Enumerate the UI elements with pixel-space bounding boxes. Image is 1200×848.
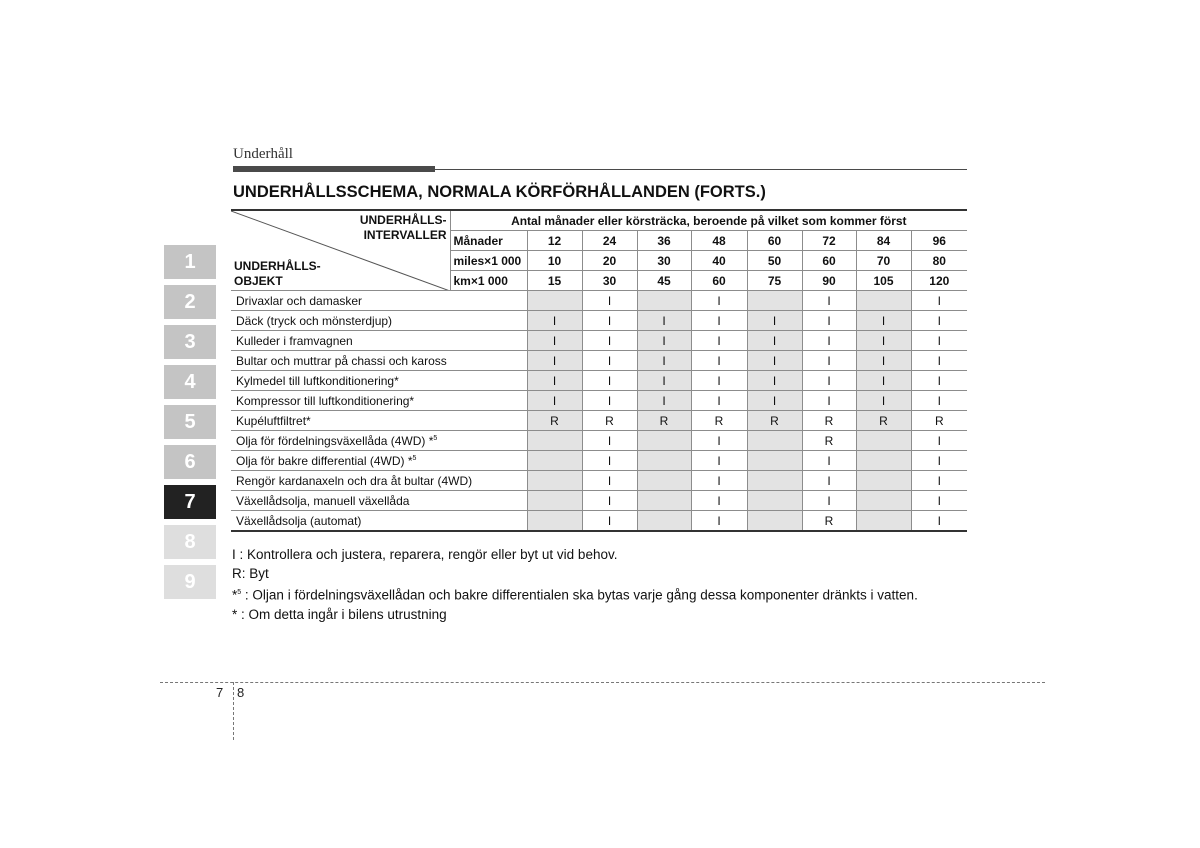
schedule-cell: I: [582, 471, 637, 491]
interval-value: 15: [527, 271, 582, 291]
maintenance-item: [231, 471, 527, 491]
schedule-cell: [637, 511, 691, 532]
schedule-cell: I: [637, 311, 691, 331]
interval-value: 45: [637, 271, 691, 291]
schedule-cell: I: [637, 391, 691, 411]
interval-value: 30: [637, 251, 691, 271]
interval-value: 120: [911, 271, 967, 291]
schedule-cell: I: [802, 391, 856, 411]
interval-value: 96: [911, 231, 967, 251]
chapter-tab-7[interactable]: 7: [164, 485, 216, 519]
schedule-cell: R: [802, 431, 856, 451]
schedule-cell: [637, 471, 691, 491]
legend-key: *: [232, 606, 238, 622]
schedule-cell: I: [691, 371, 747, 391]
schedule-cell: I: [747, 391, 802, 411]
interval-value: 36: [637, 231, 691, 251]
maintenance-item: [231, 451, 527, 471]
schedule-cell: I: [802, 451, 856, 471]
legend: [232, 545, 918, 624]
chapter-tab-2[interactable]: 2: [164, 285, 216, 319]
footer-page-number: 8: [237, 685, 245, 700]
table-row: [231, 411, 967, 431]
table-corner-cell: [231, 210, 450, 291]
interval-row-label: km×1 000: [450, 271, 527, 291]
maintenance-item-label: Kylmedel till luftkonditionering*: [236, 373, 399, 388]
maintenance-item: [231, 491, 527, 511]
schedule-cell: [527, 451, 582, 471]
schedule-cell: [527, 291, 582, 311]
schedule-cell: I: [911, 491, 967, 511]
chapter-tab-8[interactable]: 8: [164, 525, 216, 559]
section-label: Underhåll: [233, 146, 293, 162]
legend-text: : Om detta ingår i bilens utrustning: [237, 606, 447, 622]
schedule-cell: I: [691, 331, 747, 351]
schedule-cell: [637, 291, 691, 311]
maintenance-item-label: Växellådsolja (automat): [236, 513, 362, 528]
schedule-cell: I: [691, 491, 747, 511]
schedule-cell: I: [911, 331, 967, 351]
interval-value: 10: [527, 251, 582, 271]
legend-key: I: [232, 547, 236, 562]
chapter-tab-6[interactable]: 6: [164, 445, 216, 479]
maintenance-item-label: Kupéluftfiltret*: [236, 413, 311, 428]
maintenance-item-label: Kompressor till luftkonditionering*: [236, 393, 415, 408]
span-header: Antal månader eller körsträcka, beroende på vilket som kommer först: [450, 210, 967, 231]
maintenance-item: [231, 371, 527, 391]
schedule-cell: [747, 451, 802, 471]
schedule-cell: [527, 491, 582, 511]
table-row: [231, 491, 967, 511]
schedule-cell: I: [691, 351, 747, 371]
table-row: [231, 331, 967, 351]
legend-text: : Oljan i fördelningsväxellådan och bakre differentialen ska bytas varje gång dessa komponenter dränkts i vatten.: [241, 587, 918, 603]
interval-value: 60: [747, 231, 802, 251]
schedule-cell: I: [747, 351, 802, 371]
table-row: [231, 511, 967, 532]
schedule-cell: I: [856, 371, 911, 391]
schedule-cell: [637, 491, 691, 511]
maintenance-schedule-table: [231, 209, 967, 532]
footer-divider: [233, 682, 234, 740]
maintenance-item: [231, 411, 527, 431]
schedule-cell: I: [691, 431, 747, 451]
schedule-cell: I: [802, 491, 856, 511]
interval-value: 30: [582, 271, 637, 291]
schedule-cell: [747, 431, 802, 451]
schedule-cell: I: [802, 331, 856, 351]
schedule-cell: I: [582, 491, 637, 511]
schedule-cell: I: [582, 431, 637, 451]
interval-value: 12: [527, 231, 582, 251]
table-row: [231, 311, 967, 331]
maintenance-item: [231, 351, 527, 371]
schedule-cell: R: [527, 411, 582, 431]
schedule-cell: [747, 291, 802, 311]
maintenance-item: [231, 511, 527, 532]
schedule-cell: [527, 511, 582, 532]
interval-value: 60: [802, 251, 856, 271]
schedule-cell: I: [911, 371, 967, 391]
interval-value: 105: [856, 271, 911, 291]
schedule-cell: I: [911, 391, 967, 411]
schedule-cell: I: [527, 311, 582, 331]
corner-intervals-label: [360, 213, 447, 243]
schedule-cell: [856, 291, 911, 311]
schedule-cell: I: [911, 511, 967, 532]
legend-item: [232, 564, 918, 583]
maintenance-item-label: Olja för fördelningsväxellåda (4WD) *: [236, 433, 434, 448]
schedule-cell: I: [691, 451, 747, 471]
chapter-tab-9[interactable]: 9: [164, 565, 216, 599]
corner-objects-label: [234, 259, 321, 289]
schedule-cell: I: [691, 291, 747, 311]
schedule-cell: [856, 511, 911, 532]
schedule-cell: [637, 431, 691, 451]
schedule-cell: R: [856, 411, 911, 431]
interval-value: 70: [856, 251, 911, 271]
schedule-cell: R: [802, 511, 856, 532]
schedule-cell: I: [691, 511, 747, 532]
schedule-cell: I: [802, 291, 856, 311]
maintenance-item: [231, 311, 527, 331]
interval-row-label: miles×1 000: [450, 251, 527, 271]
interval-value: 50: [747, 251, 802, 271]
schedule-cell: I: [582, 511, 637, 532]
schedule-cell: R: [691, 411, 747, 431]
legend-item: [232, 583, 918, 605]
table-row: [231, 291, 967, 311]
schedule-cell: I: [637, 371, 691, 391]
schedule-cell: I: [747, 331, 802, 351]
interval-value: 20: [582, 251, 637, 271]
schedule-cell: I: [691, 391, 747, 411]
schedule-cell: I: [911, 291, 967, 311]
schedule-cell: I: [582, 451, 637, 471]
schedule-cell: [856, 491, 911, 511]
schedule-cell: [747, 511, 802, 532]
schedule-cell: I: [637, 331, 691, 351]
schedule-cell: I: [582, 331, 637, 351]
table-row: [231, 391, 967, 411]
schedule-cell: I: [856, 391, 911, 411]
maintenance-item: [231, 431, 527, 451]
interval-value: 60: [691, 271, 747, 291]
corner-objects-line1: UNDERHÅLLS-: [234, 259, 321, 273]
maintenance-item-label: Rengör kardanaxeln och dra åt bultar (4WD): [236, 473, 473, 488]
maintenance-item-label: Drivaxlar och damasker: [236, 293, 363, 308]
interval-value: 72: [802, 231, 856, 251]
maintenance-item-label: Olja för bakre differential (4WD) *: [236, 453, 413, 468]
maintenance-item-label: Växellådsolja, manuell växellåda: [236, 493, 410, 508]
interval-value: 40: [691, 251, 747, 271]
schedule-cell: [527, 431, 582, 451]
schedule-cell: [747, 471, 802, 491]
schedule-cell: I: [911, 471, 967, 491]
schedule-cell: R: [802, 411, 856, 431]
legend-sup: 5: [237, 589, 242, 596]
table-row: [231, 431, 967, 451]
schedule-cell: I: [691, 311, 747, 331]
table-header-row: [231, 210, 967, 231]
schedule-cell: I: [802, 311, 856, 331]
footnote-marker: 5: [412, 454, 417, 462]
schedule-cell: R: [582, 411, 637, 431]
schedule-cell: I: [747, 311, 802, 331]
legend-text: : Kontrollera och justera, reparera, rengör eller byt ut vid behov.: [235, 547, 618, 562]
table-row: [231, 371, 967, 391]
schedule-cell: I: [582, 391, 637, 411]
legend-text: : Byt: [241, 566, 269, 581]
schedule-cell: I: [802, 351, 856, 371]
interval-value: 48: [691, 231, 747, 251]
footer-chapter-number: 7: [216, 685, 224, 700]
schedule-cell: [637, 451, 691, 471]
schedule-cell: [856, 431, 911, 451]
interval-value: 80: [911, 251, 967, 271]
interval-row-label: Månader: [450, 231, 527, 251]
chapter-tab-5[interactable]: 5: [164, 405, 216, 439]
schedule-cell: I: [527, 351, 582, 371]
schedule-cell: I: [582, 311, 637, 331]
maintenance-item-label: Kulleder i framvagnen: [236, 333, 353, 348]
schedule-cell: I: [582, 291, 637, 311]
schedule-cell: I: [637, 351, 691, 371]
schedule-cell: R: [747, 411, 802, 431]
schedule-cell: I: [582, 371, 637, 391]
schedule-cell: I: [911, 431, 967, 451]
schedule-cell: I: [856, 331, 911, 351]
schedule-cell: R: [911, 411, 967, 431]
footer-rule: [160, 682, 1045, 683]
maintenance-item: [231, 291, 527, 311]
legend-key: R: [232, 566, 242, 581]
schedule-cell: I: [527, 371, 582, 391]
corner-intervals-line1: UNDERHÅLLS-: [359, 213, 447, 227]
maintenance-item: [231, 391, 527, 411]
schedule-cell: I: [582, 351, 637, 371]
schedule-cell: I: [527, 331, 582, 351]
legend-item: [232, 545, 918, 564]
page-title: UNDERHÅLLSSCHEMA, NORMALA KÖRFÖRHÅLLANDEN (FORTS.): [233, 183, 766, 201]
schedule-cell: I: [911, 451, 967, 471]
schedule-cell: [747, 491, 802, 511]
interval-value: 84: [856, 231, 911, 251]
schedule-cell: I: [911, 311, 967, 331]
corner-objects-line2: OBJEKT: [234, 274, 283, 288]
chapter-tab-1[interactable]: 1: [164, 245, 216, 279]
legend-item: [232, 605, 918, 624]
schedule-cell: R: [637, 411, 691, 431]
interval-value: 90: [802, 271, 856, 291]
table-row: [231, 351, 967, 371]
schedule-cell: I: [802, 371, 856, 391]
header-bar: [233, 166, 435, 172]
table-row: [231, 451, 967, 471]
schedule-cell: [856, 471, 911, 491]
legend-key: *: [232, 587, 238, 603]
maintenance-item-label: Bultar och muttrar på chassi och kaross: [236, 353, 447, 368]
schedule-cell: I: [691, 471, 747, 491]
schedule-cell: I: [802, 471, 856, 491]
schedule-cell: I: [527, 391, 582, 411]
table-row: [231, 471, 967, 491]
schedule-cell: I: [856, 311, 911, 331]
schedule-cell: I: [911, 351, 967, 371]
schedule-cell: [856, 451, 911, 471]
interval-value: 24: [582, 231, 637, 251]
maintenance-item-label: Däck (tryck och mönsterdjup): [236, 313, 393, 328]
corner-intervals-line2: INTERVALLER: [363, 228, 447, 242]
schedule-cell: I: [747, 371, 802, 391]
interval-value: 75: [747, 271, 802, 291]
footnote-marker: 5: [433, 434, 438, 442]
schedule-cell: I: [856, 351, 911, 371]
maintenance-item: [231, 331, 527, 351]
header-rule: [435, 169, 967, 170]
schedule-cell: [527, 471, 582, 491]
chapter-tab-3[interactable]: 3: [164, 325, 216, 359]
chapter-tab-4[interactable]: 4: [164, 365, 216, 399]
